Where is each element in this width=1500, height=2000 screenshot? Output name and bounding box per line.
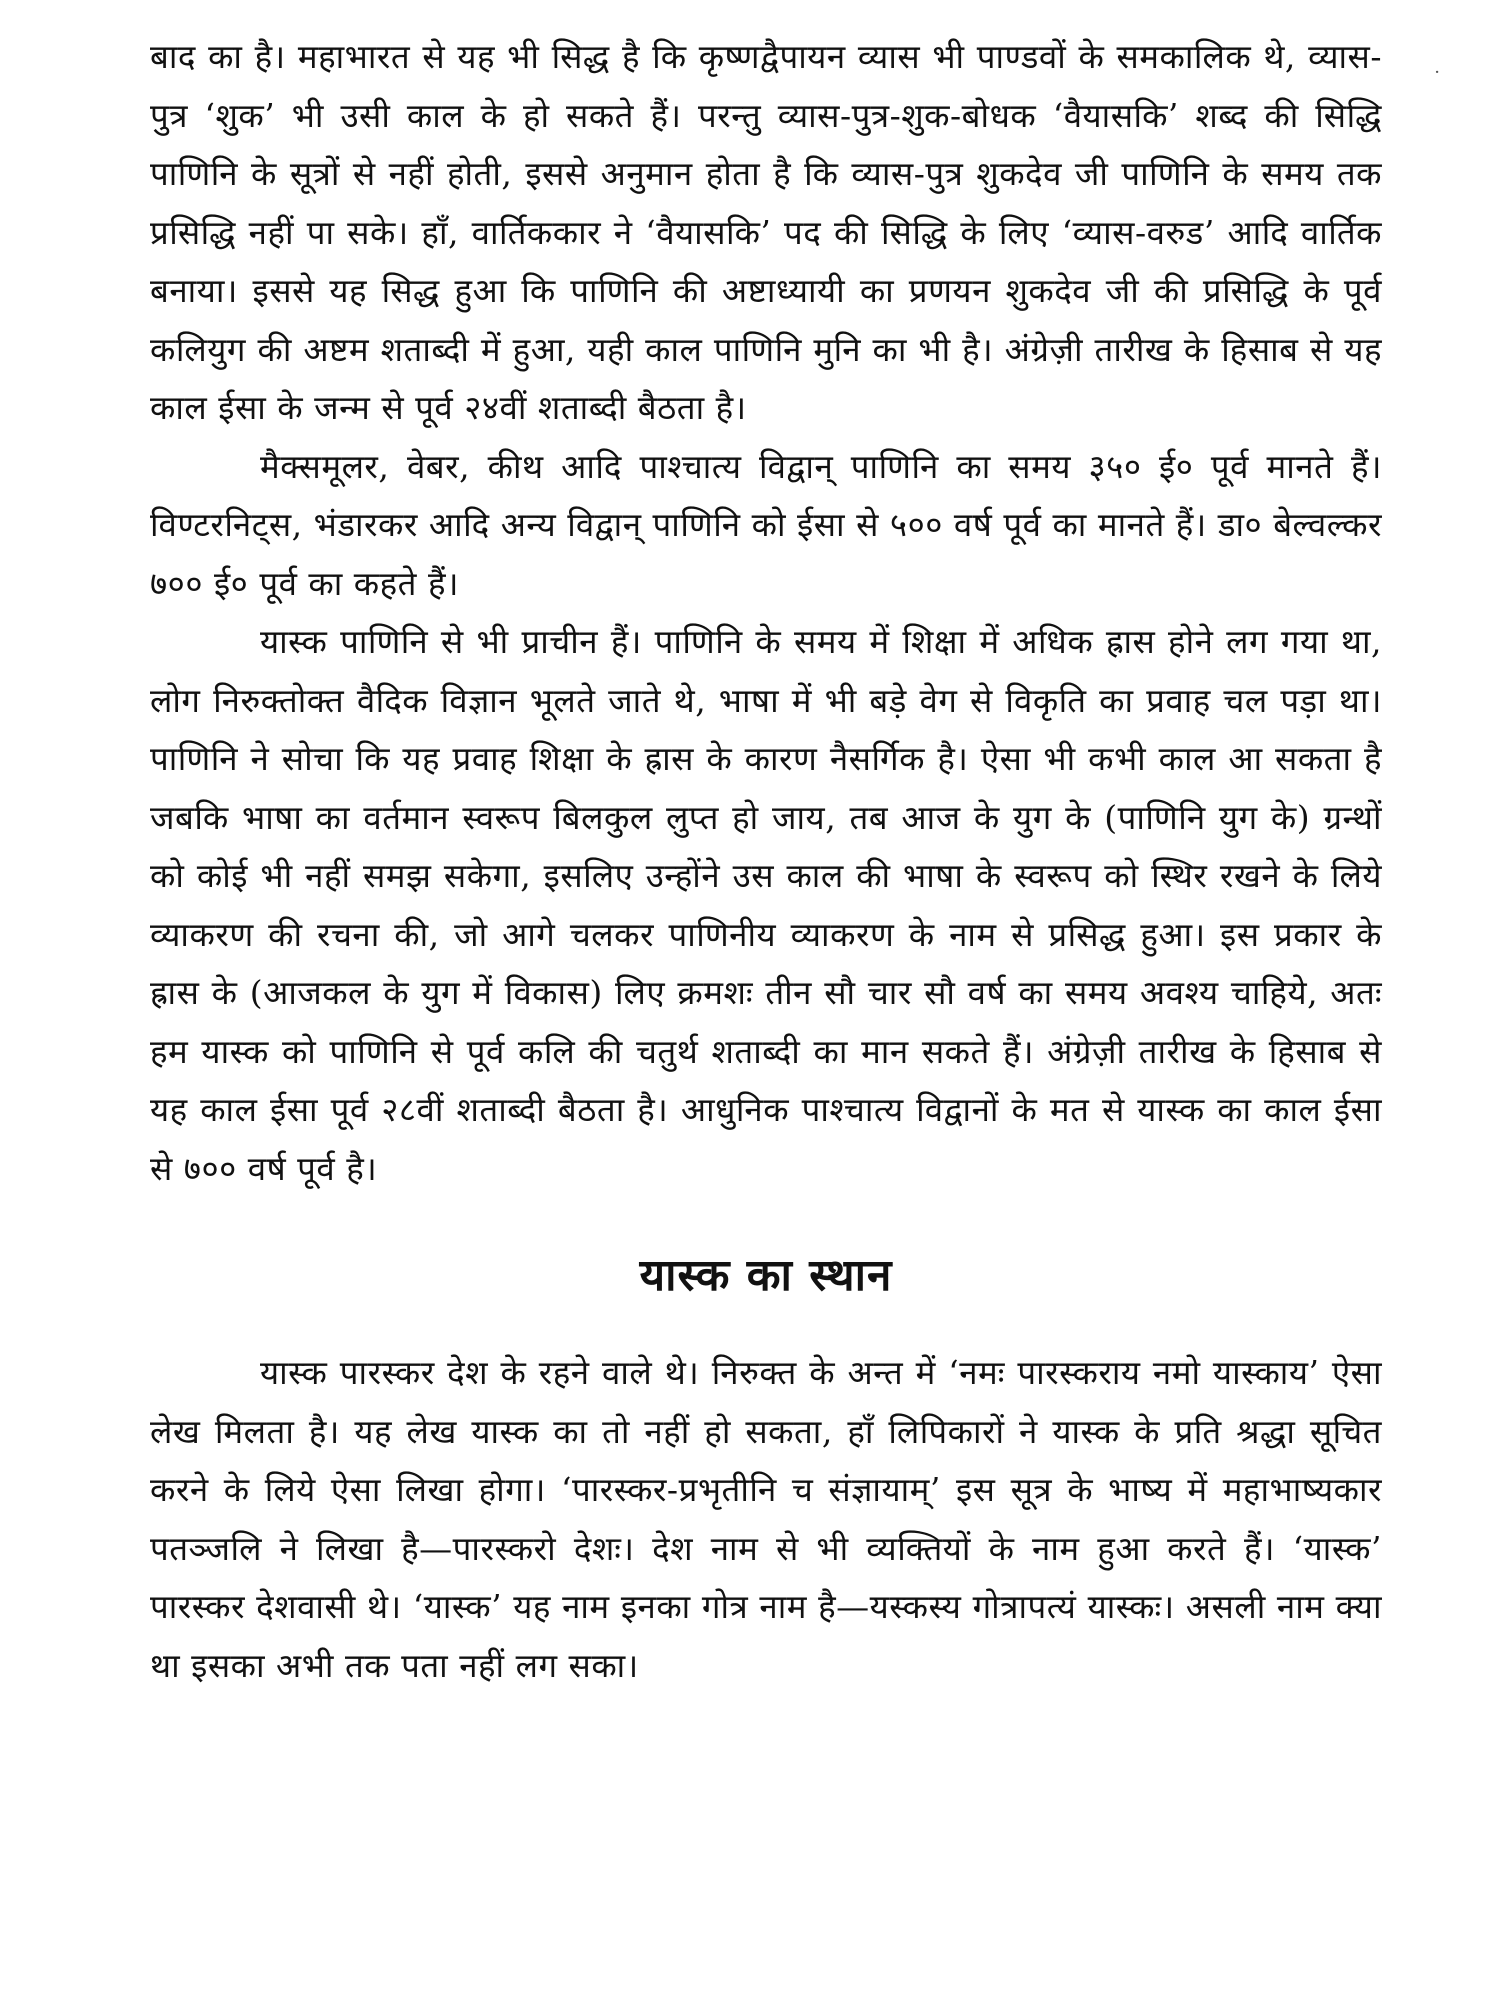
- paragraph-continuation: बाद का है। महाभारत से यह भी सिद्ध है कि कृष्णद्वैपायन व्यास भी पाण्डवों के समकालिक थे, व्यास-पुत्र ‘शुक’ भी उसी काल के हो सकते हैं। परन्तु व्यास-पुत्र-शुक-बोधक ‘वैयासकि’ शब्द की सिद्धि पाणिनि के सूत्रों से नहीं होती, इससे अनुमान होता है कि व्यास-पुत्र शुकदेव जी पाणिनि के समय तक प्रसिद्धि नहीं पा सके। हाँ, वार्तिककार ने ‘वैयासकि’ पद की सिद्धि के लिए ‘व्यास-वरुड’ आदि वार्तिक बनाया। इससे यह सिद्ध हुआ कि पाणिनि की अष्टाध्यायी का प्रणयन शुकदेव जी की प्रसिद्धि के पूर्व कलियुग की अष्टम शताब्दी में हुआ, यही काल पाणिनि मुनि का भी है। अंग्रेज़ी तारीख के हिसाब से यह काल ईसा के जन्म से पूर्व २४वीं शताब्दी बैठता है।: [150, 37, 1382, 427]
- paragraph-yaska-place: यास्क पारस्कर देश के रहने वाले थे। निरुक्त के अन्त में ‘नमः पारस्कराय नमो यास्काय’ ऐसा लेख मिलता है। यह लेख यास्क का तो नहीं हो सकता, हाँ लिपिकारों ने यास्क के प्रति श्रद्धा सूचित करने के लिये ऐसा लिखा होगा। ‘पारस्कर-प्रभृतीनि च संज्ञायाम्’ इस सूत्र के भाष्य में महाभाष्यकार पतञ्जलि ने लिखा है—पारस्करो देशः। देश नाम से भी व्यक्तियों के नाम हुआ करते हैं। ‘यास्क’ पारस्कर देशवासी थे। ‘यास्क’ यह नाम इनका गोत्र नाम है—यस्कस्य गोत्रापत्यं यास्कः। असली नाम क्या था इसका अभी तक पता नहीं लग सका।: [150, 1353, 1382, 1685]
- document-page: [150, 28, 1382, 1695]
- paragraph-western-scholars: मैक्समूलर, वेबर, कीथ आदि पाश्चात्य विद्वान् पाणिनि का समय ३५० ई० पूर्व मानते हैं। विण्टरनिट्स, भंडारकर आदि अन्य विद्वान् पाणिनि को ईसा से ५०० वर्ष पूर्व का मानते हैं। डा० बेल्वल्कर ७०० ई० पूर्व का कहते हैं।: [150, 446, 1382, 603]
- section-heading: यास्क का स्थान: [639, 1250, 893, 1301]
- margin-mark: ·: [1434, 62, 1440, 83]
- paragraph-yaska-antiquity: यास्क पाणिनि से भी प्राचीन हैं। पाणिनि के समय में शिक्षा में अधिक ह्रास होने लग गया था, लोग निरुक्तोक्त वैदिक विज्ञान भूलते जाते थे, भाषा में भी बड़े वेग से विकृति का प्रवाह चल पड़ा था। पाणिनि ने सोचा कि यह प्रवाह शिक्षा के ह्रास के कारण नैसर्गिक है। ऐसा भी कभी काल आ सकता है जबकि भाषा का वर्तमान स्वरूप बिलकुल लुप्त हो जाय, तब आज के युग के (पाणिनि युग के) ग्रन्थों को कोई भी नहीं समझ सकेगा, इसलिए उन्होंने उस काल की भाषा के स्वरूप को स्थिर रखने के लिये व्याकरण की रचना की, जो आगे चलकर पाणिनीय व्याकरण के नाम से प्रसिद्ध हुआ। इस प्रकार के ह्रास के (आजकल के युग में विकास) लिए क्रमशः तीन सौ चार सौ वर्ष का समय अवश्य चाहिये, अतः हम यास्क को पाणिनि से पूर्व कलि की चतुर्थ शताब्दी का मान सकते हैं। अंग्रेज़ी तारीख के हिसाब से यह काल ईसा पूर्व २८वीं शताब्दी बैठता है। आधुनिक पाश्चात्य विद्वानों के मत से यास्क का काल ईसा से ७०० वर्ष पूर्व है।: [150, 622, 1382, 1188]
